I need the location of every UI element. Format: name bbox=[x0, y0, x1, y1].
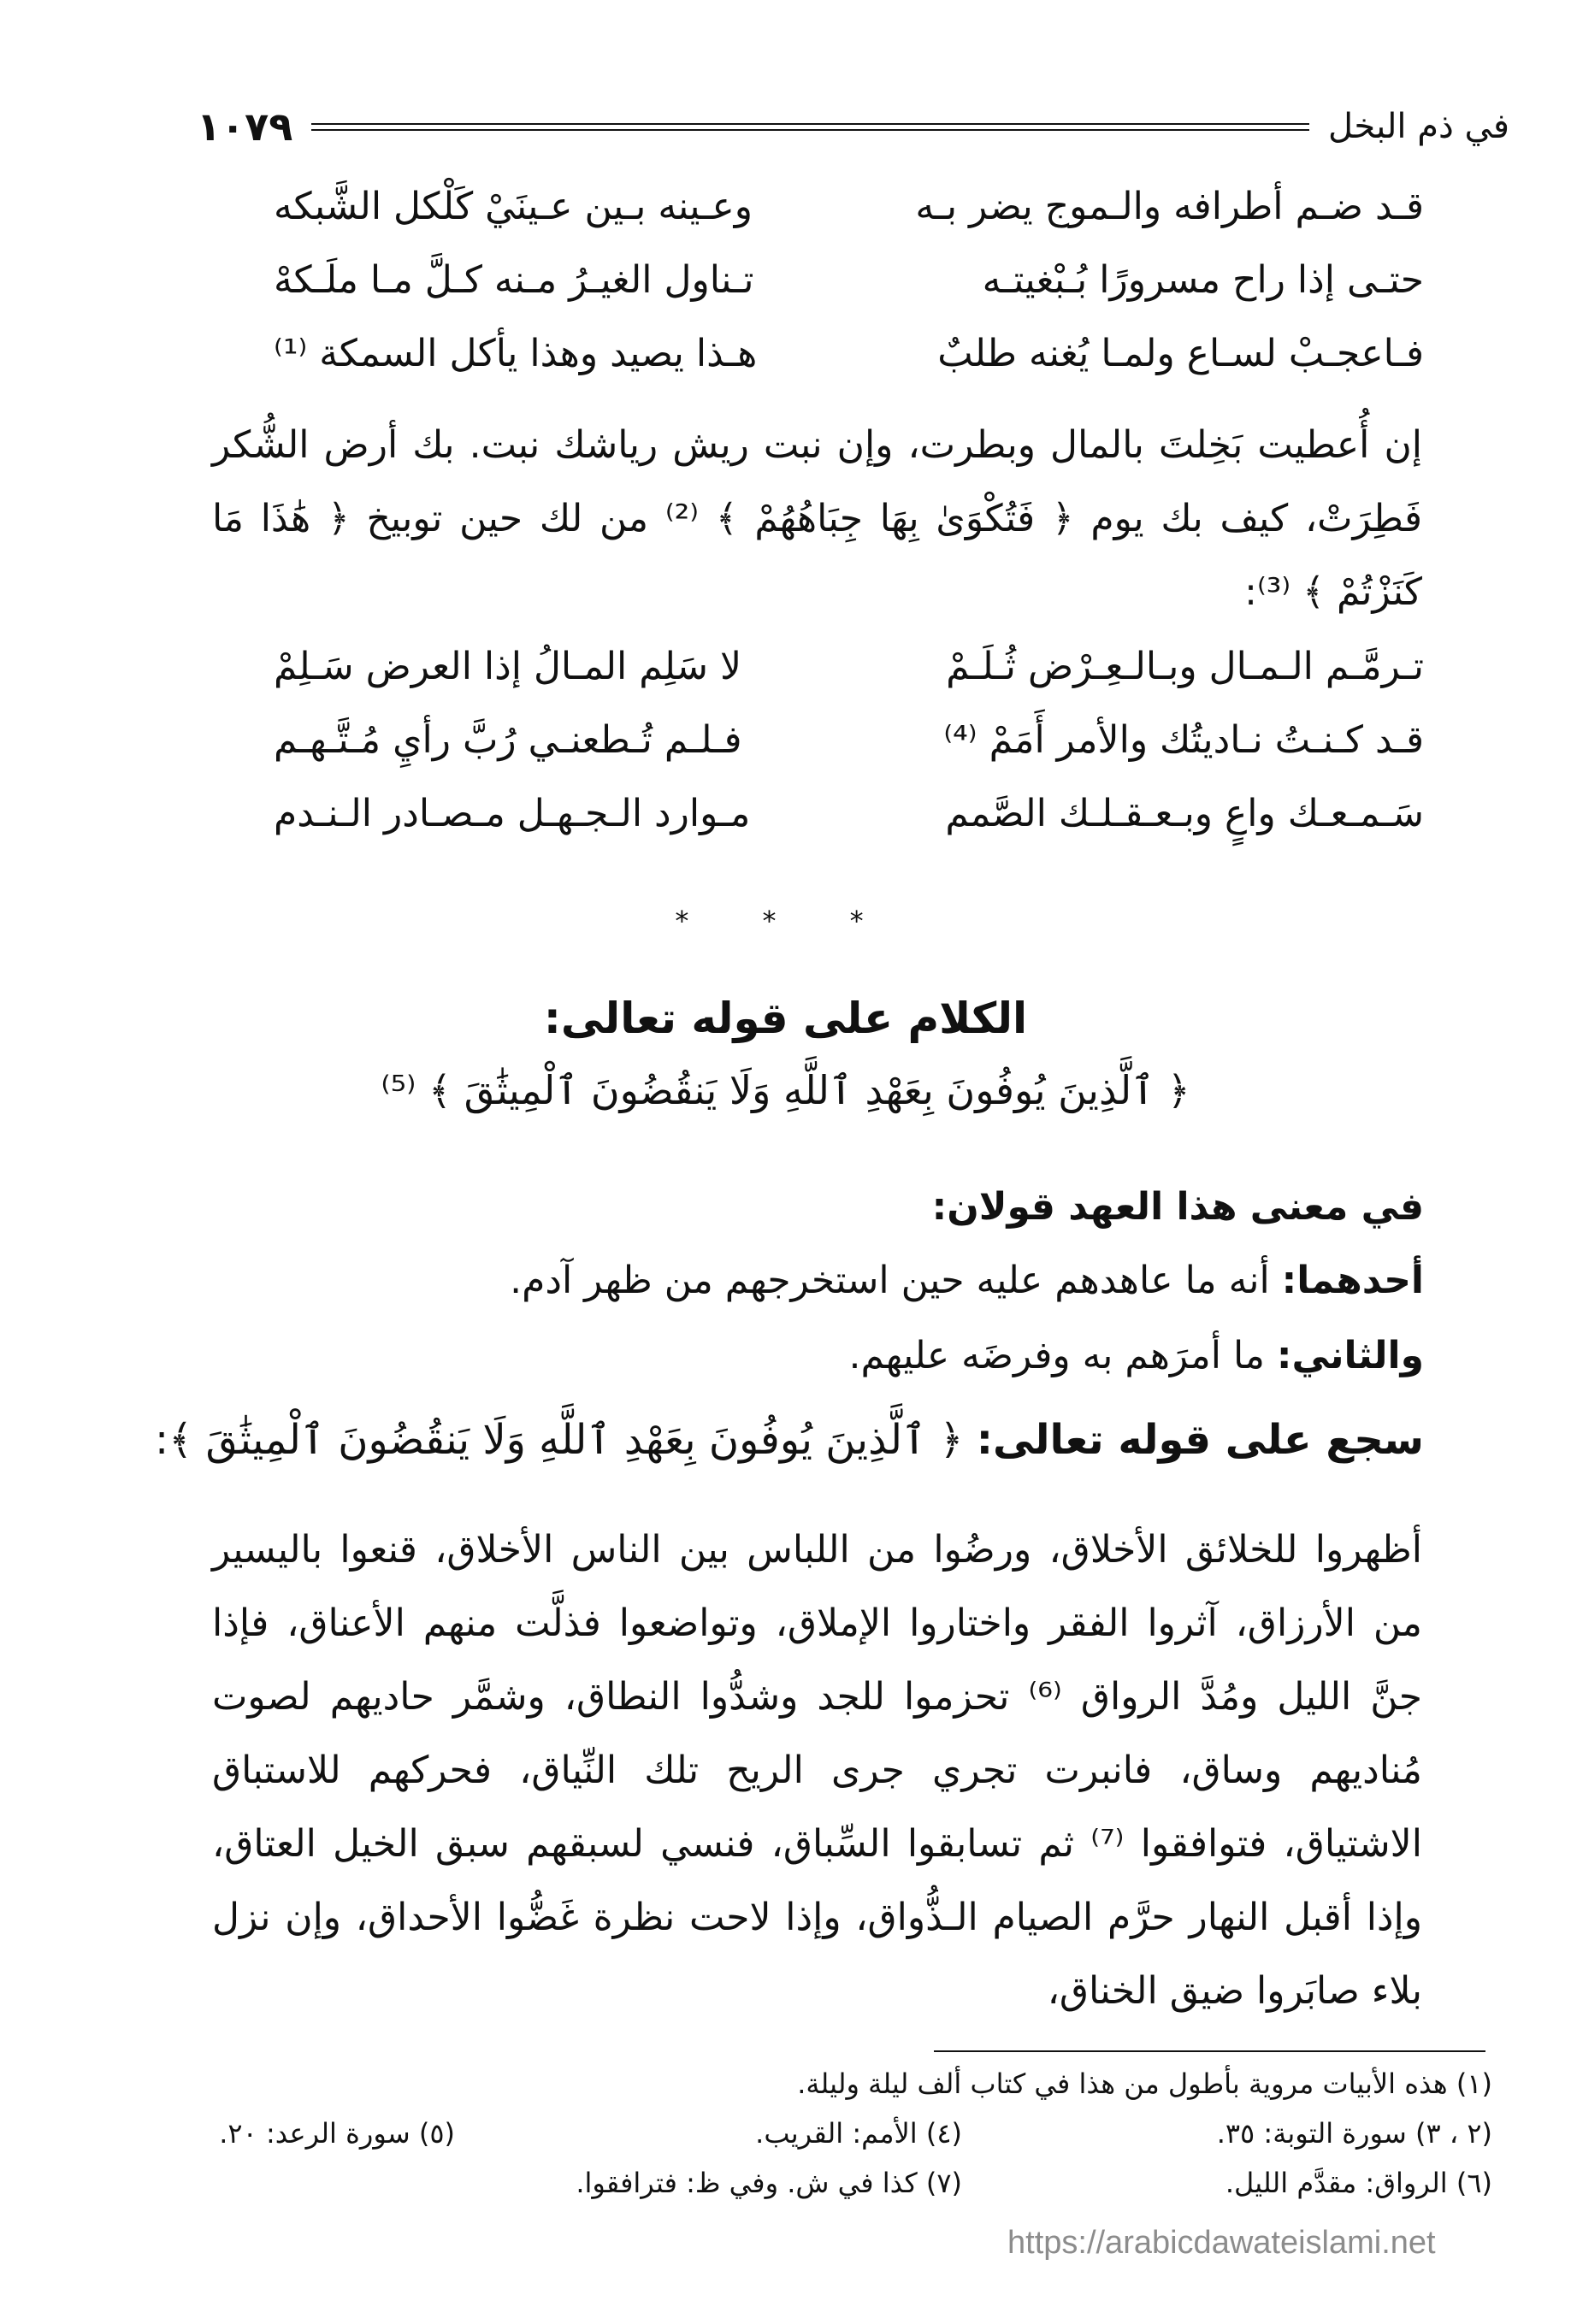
source-watermark: https://arabicdawateislami.net bbox=[1007, 2225, 1436, 2261]
poem-second bbox=[274, 629, 1424, 850]
poem-verse bbox=[274, 629, 1424, 703]
header-rule bbox=[311, 123, 1309, 131]
hemistich-first: سَـمـعـك واعٍ وبـعـقـلـك الصَّمم bbox=[945, 791, 1424, 835]
poem-first bbox=[274, 169, 1424, 390]
saj-label: سجع على قوله تعالى: bbox=[976, 1416, 1424, 1464]
poem-verse bbox=[274, 316, 1424, 390]
footnote-rule bbox=[934, 2050, 1485, 2052]
hemistich-first: قـد كـنـتُ نـاديتُك والأمر أَمَمْ ⁽⁴⁾ bbox=[943, 717, 1424, 762]
hemistich-first: فـاعجـبْ لسـاع ولمـا يُغنه طلبٌ bbox=[937, 331, 1424, 375]
running-header bbox=[197, 101, 1509, 152]
poem-verse bbox=[274, 169, 1424, 243]
footnote-7: (٧) كذا في ش. وفي ظ: فترافقوا. bbox=[576, 2167, 962, 2199]
poem-verse bbox=[274, 703, 1424, 776]
footnote-5: (٥) سورة الرعد: ٢٠. bbox=[219, 2117, 455, 2150]
hemistich-second: وعـينه بـين عـينَيْ كَلْكل الشَّبكه bbox=[274, 184, 753, 228]
meaning-heading: في معنى هذا العهد قولان: bbox=[931, 1185, 1424, 1229]
footnote-4: (٤) الأمم: القريب. bbox=[755, 2117, 962, 2150]
saj-verse: ﴿ ٱلَّذِينَ يُوفُونَ بِعَهْدِ ٱللَّهِ وَلَا يَنقُضُونَ ٱلْمِيثَٰقَ ﴾: bbox=[154, 1416, 977, 1464]
hemistich-first: قـد ضـم أطرافه والـموج يضر بـه bbox=[915, 184, 1424, 228]
section-heading: الكلام على قوله تعالى: bbox=[543, 994, 1028, 1043]
hemistich-first: تـرمَّـم الـمـال وبـالـعِـرْض ثُـلَـمْ bbox=[946, 644, 1424, 688]
first-text: أنه ما عاهدهم عليه حين استخرجهم من ظهر آدم. bbox=[510, 1259, 1282, 1302]
saj-body: أظهروا للخلائق الأخلاق، ورضُوا من اللباس بين الناس الأخلاق، قنعوا باليسير من الأرزاق، آثروا الفقر واختاروا الإملاق، وتواضعوا فذلَّت منهم الأعناق، فإذا جنَّ الليل ومُدَّ الرواق ⁽⁶⁾ تحزموا للجد وشدُّوا النطاق، وشمَّر حاديهم لصوت مُناديهم وساق، فانبرت تجري جرى الريح تلك النِّياق، فحركهم للاستباق الاشتياق، فتوافقوا ⁽⁷⁾ ثم تسابقوا السِّباق، فنسي لسبقهم سبق الخيل العتاق، وإذا أقبل النهار حرَّم الصيام الـذُّواق، وإذا لاحت نظرة غَضُّوا الأحداق، وإن نزل بلاء صابَروا ضيق الخناق، bbox=[212, 1528, 1422, 2013]
page-number: ١٠٧٩ bbox=[197, 103, 293, 150]
hemistich-second: هـذا يصيد وهذا يأكل السمكة ⁽¹⁾ bbox=[274, 331, 758, 375]
footnote-6: (٦) الرواق: مقدَّم الليل. bbox=[1225, 2167, 1492, 2199]
second-opinion bbox=[141, 1334, 1424, 1377]
poem-verse bbox=[274, 776, 1424, 850]
quran-verse: ﴿ ٱلَّذِينَ يُوفُونَ بِعَهْدِ ٱللَّهِ وَلَا يَنقُضُونَ ٱلْمِيثَٰقَ ﴾ ⁽⁵⁾ bbox=[381, 1067, 1190, 1113]
hemistich-second: مـوارد الـجـهـل مـصـادر الـنـدم bbox=[274, 791, 751, 835]
second-label: والثاني: bbox=[1276, 1334, 1424, 1377]
hemistich-first: حتـى إذا راح مسرورًا بُـبْغيتـه bbox=[982, 257, 1424, 302]
first-label: أحدهما: bbox=[1281, 1259, 1424, 1302]
hemistich-second: فـلـم تُـطعنـي رُبَّ رأيِ مُـتَّـهـم bbox=[274, 717, 742, 762]
footnote-1: (١) هذه الأبيات مروية بأطول من هذا في كتاب ألف ليلة وليلة. bbox=[797, 2067, 1492, 2100]
chapter-title: في ذم البخل bbox=[1328, 107, 1509, 146]
hemistich-second: تـناول الغيـرُ مـنه كـلَّ مـا ملَـكهْ bbox=[274, 257, 754, 302]
footnote-2-3: (٢ ، ٣) سورة التوبة: ٣٥. bbox=[1216, 2117, 1492, 2150]
saj-heading bbox=[141, 1416, 1424, 1464]
second-text: ما أمرَهم به وفرضَه عليهم. bbox=[848, 1334, 1277, 1377]
poem-verse bbox=[274, 243, 1424, 316]
hemistich-second: لا سَلِم المـالُ إذا العرض سَـلِمْ bbox=[274, 644, 742, 688]
section-divider: * * * bbox=[675, 905, 896, 937]
prose-paragraph: إن أُعطيت بَخِلتَ بالمال وبطرت، وإن نبت ريش رياشك نبت. بك أرض الشُّكر فَطِرَتْ، كيف بك يوم ﴿ فَتُكْوَىٰ بِهَا جِبَاهُهُمْ ﴾ ⁽²⁾ من لك حين توبيخ ﴿ هَٰذَا مَا كَنَزْتُمْ ﴾ ⁽³⁾: bbox=[212, 423, 1422, 614]
first-opinion bbox=[141, 1259, 1424, 1302]
